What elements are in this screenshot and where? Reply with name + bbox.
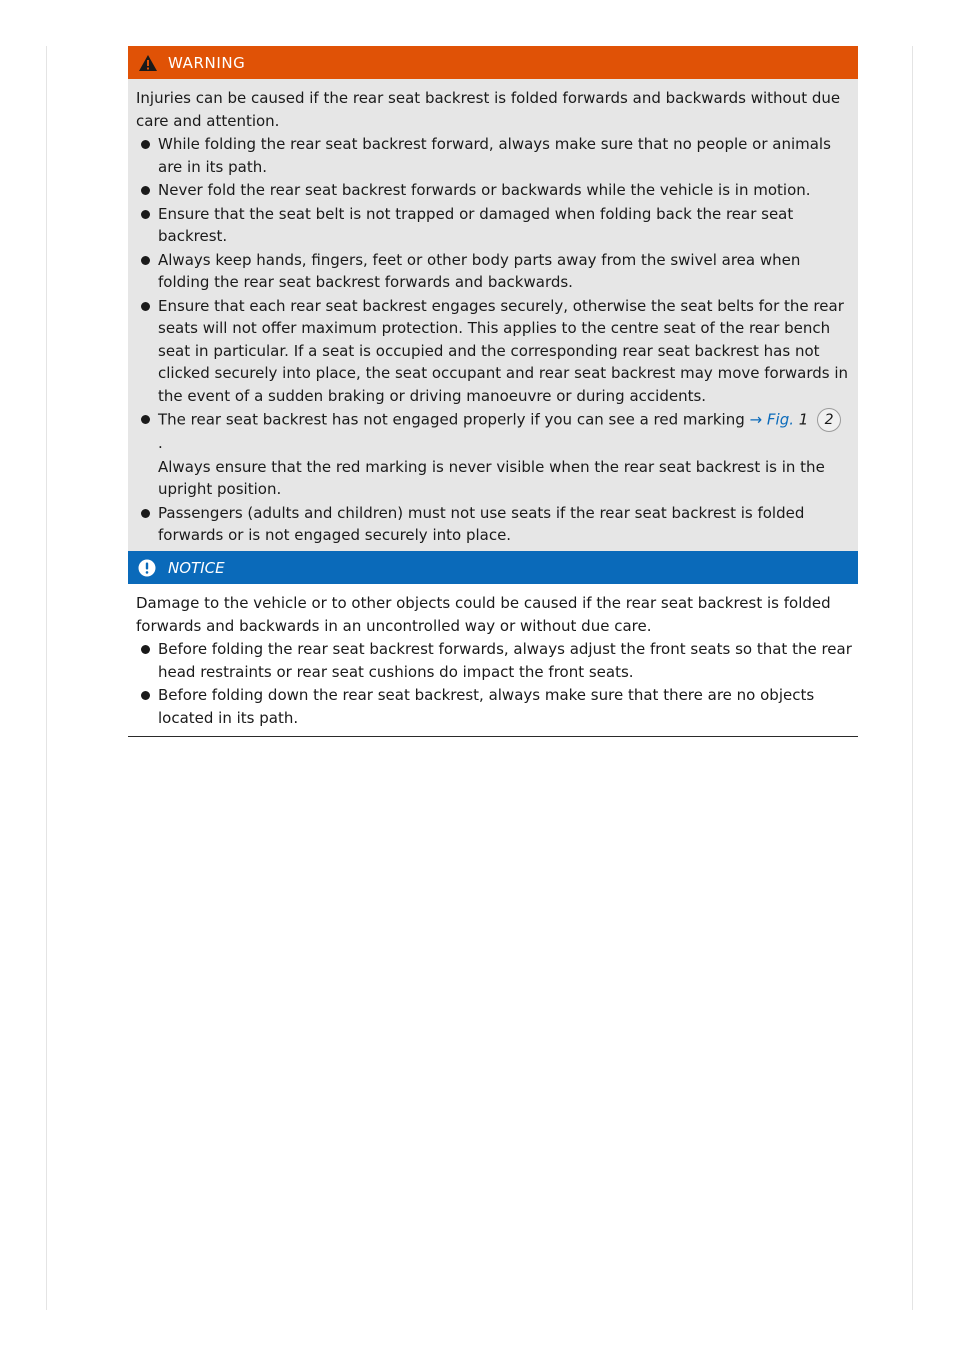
list-item: Before folding down the rear seat backrest, always make sure that there are no objects located in its path. (136, 684, 852, 729)
red-marking-sentence (158, 408, 852, 455)
left-margin-rule (46, 46, 47, 1310)
list-item: Never fold the rear seat backrest forwards or backwards while the vehicle is in motion. (136, 179, 852, 202)
notice-body (128, 584, 858, 736)
notice-list (136, 638, 852, 729)
warning-list (136, 133, 852, 547)
arrow-right-icon: → (749, 410, 763, 429)
warning-intro: Injuries can be caused if the rear seat backrest is folded forwards and backwards without due care and attention. (136, 89, 841, 130)
list-item: Before folding the rear seat backrest forwards, always adjust the front seats so that the rear head restraints or rear seat cushions do impact the front seats. (136, 638, 852, 683)
warning-header (128, 46, 858, 79)
notice-box (128, 551, 858, 737)
list-item-red-marking (136, 408, 852, 501)
warning-box (128, 46, 858, 557)
notice-header (128, 551, 858, 584)
warning-triangle-icon (138, 54, 158, 72)
figure-link[interactable] (750, 411, 794, 429)
warning-body (128, 79, 858, 556)
red-marking-followup: Always ensure that the red marking is never visible when the rear seat backrest is in the upright position. (158, 457, 825, 498)
figure-link-label: Fig. (766, 410, 794, 429)
list-item: While folding the rear seat backrest forward, always make sure that no people or animals are in its path. (136, 133, 852, 178)
sentence-end: . (158, 434, 163, 452)
list-item: Ensure that the seat belt is not trapped or damaged when folding back the rear seat backrest. (136, 203, 852, 248)
figure-number: 1 (798, 410, 809, 429)
exclamation-circle-icon (138, 559, 156, 577)
callout-number: 2 (817, 408, 841, 432)
list-item: Ensure that each rear seat backrest engages securely, otherwise the seat belts for the rear seats will not offer maximum protection. This applies to the centre seat of the rear bench seat in particular. If a seat is occupied and the corresponding rear seat backrest has not clicked securely into place, the seat occupant and rear seat backrest may move forwards in the event of a sudden braking or driving manoeuvre or during accidents. (136, 295, 852, 408)
list-item: Always keep hands, fingers, feet or other body parts away from the swivel area when folding the rear seat backrest forwards and backwards. (136, 249, 852, 294)
notice-intro: Damage to the vehicle or to other objects could be caused if the rear seat backrest is folded forwards and backwards in an uncontrolled way or without due care. (136, 594, 831, 635)
red-marking-text: The rear seat backrest has not engaged properly if you can see a red marking (158, 410, 745, 429)
notice-title: NOTICE (168, 558, 225, 577)
list-item: Passengers (adults and children) must not use seats if the rear seat backrest is folded forwards or is not engaged securely into place. (136, 502, 852, 547)
right-margin-rule (912, 46, 913, 1310)
warning-title: WARNING (168, 53, 246, 72)
